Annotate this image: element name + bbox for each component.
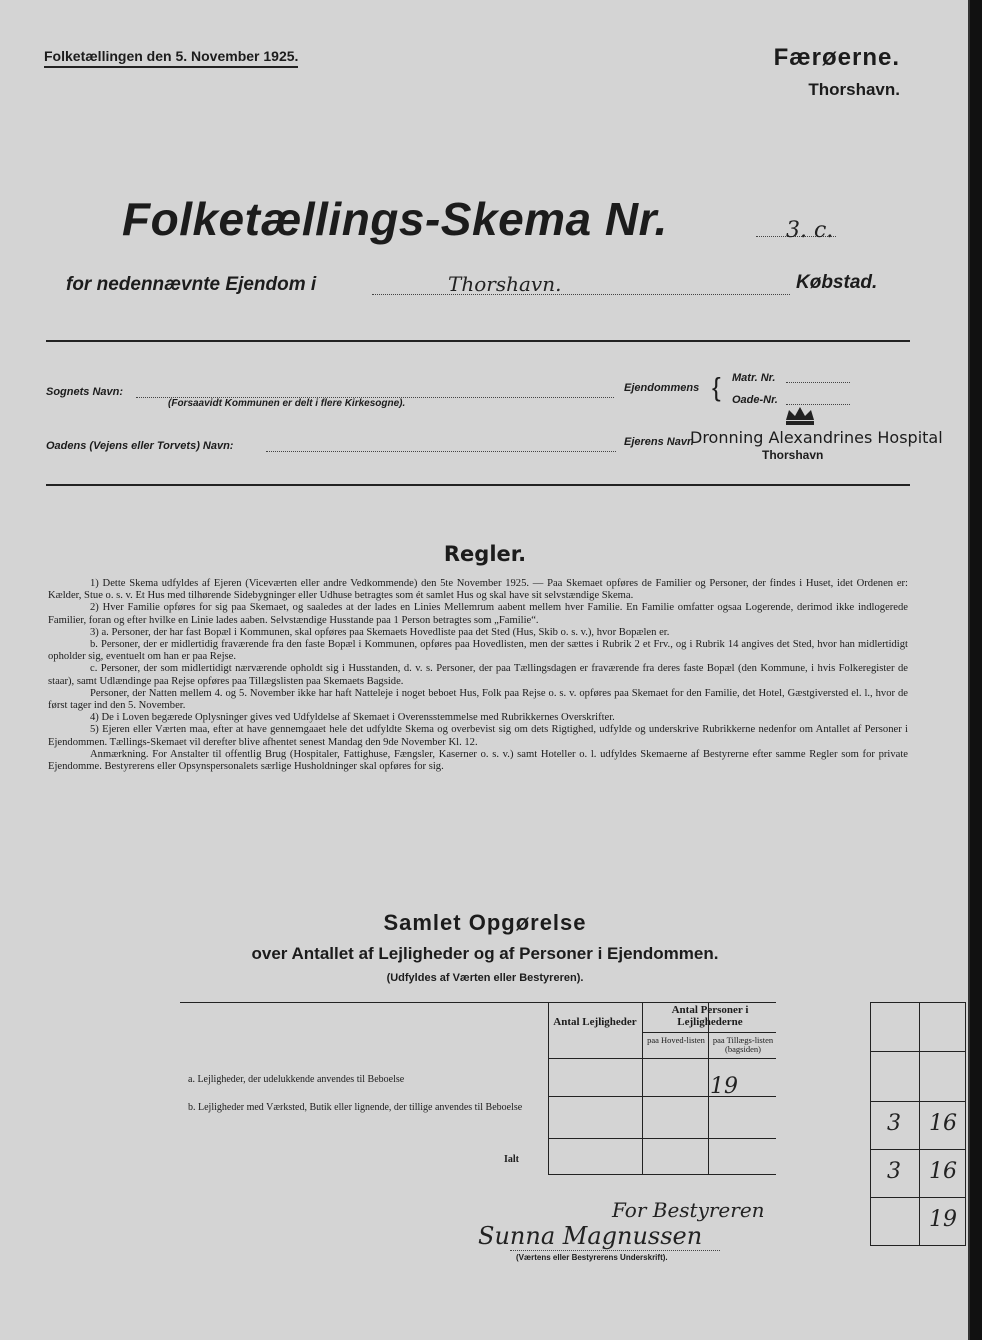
parish-note: (Forsaavidt Kommunen er delt i flere Kirkesogne). bbox=[168, 398, 406, 409]
tally-row-line bbox=[871, 1197, 965, 1198]
rules-title: Regler. bbox=[443, 542, 527, 566]
property-value: Thorshavn. bbox=[448, 272, 562, 296]
table-row-line bbox=[548, 1096, 776, 1097]
tally-apartments-a: 3 bbox=[887, 1111, 901, 1136]
region-header: Færøerne. bbox=[773, 44, 900, 71]
tally-box bbox=[870, 1002, 966, 1246]
signature-caption: (Værtens eller Bestyrerens Underskrift). bbox=[516, 1253, 668, 1262]
census-date-header: Folketællingen den 5. November 1925. bbox=[44, 48, 298, 68]
col-supp-list-header: paa Tillægs-listen (bagsiden) bbox=[712, 1035, 774, 1054]
property-suffix: Købstad. bbox=[796, 272, 878, 293]
table-header-line bbox=[548, 1058, 776, 1059]
crown-icon bbox=[783, 404, 817, 426]
tally-col-divider bbox=[919, 1003, 920, 1245]
street-dotted-line bbox=[266, 451, 616, 452]
parish-label: Sognets Navn: bbox=[46, 386, 124, 398]
rule-4: 4) De i Loven begærede Oplysninger gives ved Udfyldelse af Skemaet i Overensstemmelse med Rubrikkernes Overskrifter. bbox=[90, 712, 615, 724]
summary-subtitle: over Antallet af Lejligheder og af Personer i Ejendommen. bbox=[251, 944, 719, 963]
table-top-border bbox=[180, 1002, 776, 1003]
property-field-label: Ejendommens bbox=[624, 382, 700, 394]
matr-dotted-line bbox=[786, 382, 850, 383]
tally-persons-a: 16 bbox=[929, 1111, 957, 1136]
tally-persons-total: 16 bbox=[929, 1159, 957, 1184]
street-nr-label: Oade-Nr. bbox=[732, 394, 778, 406]
rule-3d: Personer, der Natten mellem 4. og 5. November ikke har haft Natteleje i noget beboet Hus, Folk paa Rejse o. s. v. opføres paa Skemaet for den Familie, det Hotel, Gæstgiversted el. l., hvor de først tager ind den 5. November. bbox=[48, 687, 908, 712]
table-col-divider bbox=[548, 1002, 549, 1174]
summary-note: (Udfyldes af Værten eller Bestyreren). bbox=[386, 972, 584, 984]
street-label: Oadens (Vejens eller Torvets) Navn: bbox=[46, 440, 234, 452]
divider-mid bbox=[46, 484, 910, 486]
row-a-supp-value: 19 bbox=[710, 1074, 738, 1099]
rule-2: 2) Hver Familie opføres for sig paa Skemaet, og saaledes at der lades en Linies Mellemrum aabent mellem hver Familie. En Familie omfatter ogsaa Logerende, derimod ikke indlogerede Familier, foran og efter hvilke en Linie lades aaben. Selvstændige Husstande paa 1 Person betragtes som „Familie“. bbox=[48, 602, 908, 626]
signature-line-2: Sunna Magnussen bbox=[478, 1222, 703, 1250]
tally-supp-total: 19 bbox=[929, 1207, 957, 1232]
brace-glyph: { bbox=[712, 372, 721, 402]
rule-3b: b. Personer, der er midlertidig fraværende fra den faste Bopæl i Kommunen, opføres paa Hovedlisten, men der sættes i Rubrik 2 et Frv., og i Rubrik 14 angives det Sted, hvor han midlertidigt opholder sig, eventuelt om han er paa Rejse. bbox=[48, 639, 908, 663]
rule-3c: c. Personer, der som midlertidigt nærværende opholdt sig i Husstanden, d. v. s. Personer, der paa Tællingsdagen er fraværende fra deres faste Bopæl (den Kommune, i hvis Folkeregister de staar), samt Udlændinge paa Rejse opføres paa Tillægslisten paa Skemaets Bagside. bbox=[48, 663, 908, 687]
property-dotted-line bbox=[372, 294, 790, 295]
divider-top bbox=[46, 340, 910, 342]
tally-apartments-total: 3 bbox=[887, 1159, 901, 1184]
rule-5: 5) Ejeren eller Værten maa, efter at have gennemgaaet hele det udfyldte Skema og overbevist sig om dets Rigtighed, udfylde og underskrive Rubrikkerne nedenfor om Antallet af Personer i Ejendommen. Tællings-Skemaet vil derefter blive afhentet senest Mandag den 9de November Kl. 12. bbox=[48, 724, 908, 748]
owner-label: Ejerens Navn bbox=[624, 436, 694, 448]
property-label: for nedennævnte Ejendom i bbox=[66, 274, 317, 295]
city-header: Thorshavn. bbox=[808, 80, 900, 99]
owner-stamp-city: Thorshavn bbox=[762, 448, 824, 462]
tally-row-line bbox=[871, 1101, 965, 1102]
row-b-label: b. Lejligheder med Værksted, Butik eller lignende, der tillige anvendes til Beboelse bbox=[188, 1102, 523, 1113]
row-total-label: Ialt bbox=[504, 1154, 519, 1165]
form-title: Folketællings-Skema Nr. bbox=[122, 193, 668, 245]
col-persons-header: Antal Personer i Lejlighederne bbox=[671, 1004, 749, 1028]
summary-table bbox=[180, 1002, 776, 1174]
signature-line-1: For Bestyreren bbox=[612, 1198, 765, 1222]
rule-3a: 3) a. Personer, der har fast Bopæl i Kommunen, skal opføres paa Skemaets Hovedliste paa det Sted (Hus, Skib o. s. v.), hvor Bopælen er. bbox=[90, 626, 670, 638]
rule-1: 1) Dette Skema udfyldes af Ejeren (Viceværten eller andre Vedkommende) den 5te November 1925. — Paa Skemaet opføres de Familier og Personer, der findes i Huset, idet Ordenen er: Kælder, Stue o. s. v. Et Hus med tilhørende Sidebygninger eller Udhuse betragtes som ét samlet Hus og skal have sit selvstændige Skema. bbox=[48, 578, 908, 602]
summary-title: Samlet Opgørelse bbox=[383, 910, 587, 935]
form-number-value: 3. c. bbox=[786, 218, 834, 243]
table-col-divider bbox=[642, 1002, 643, 1174]
rule-note: Anmærkning. For Anstalter til offentlig Brug (Hospitaler, Fattighuse, Fængsler, Kaserner o. s. v.) samt Hoteller o. l. udfyldes Skemaerne af Bestyrerne efter samme Regler som for private Ejendomme. Bestyrerens eller Opsynspersonalets særlige Husholdninger skal opføres for sig. bbox=[48, 748, 908, 773]
signature-dotted-line bbox=[510, 1250, 720, 1251]
col-apartments-header: Antal Lejligheder bbox=[553, 1016, 637, 1028]
rules-body bbox=[48, 578, 908, 773]
table-bottom-line bbox=[548, 1174, 776, 1175]
table-sub-header-line bbox=[642, 1032, 776, 1033]
owner-stamp: Dronning Alexandrines Hospital bbox=[690, 428, 943, 447]
col-main-list-header: paa Hoved-listen bbox=[647, 1035, 705, 1045]
row-a-label: a. Lejligheder, der udelukkende anvendes til Beboelse bbox=[188, 1074, 405, 1085]
tally-row-line bbox=[871, 1149, 965, 1150]
matr-label: Matr. Nr. bbox=[732, 372, 776, 384]
tally-row-line bbox=[871, 1051, 965, 1052]
table-row-line bbox=[548, 1138, 776, 1139]
